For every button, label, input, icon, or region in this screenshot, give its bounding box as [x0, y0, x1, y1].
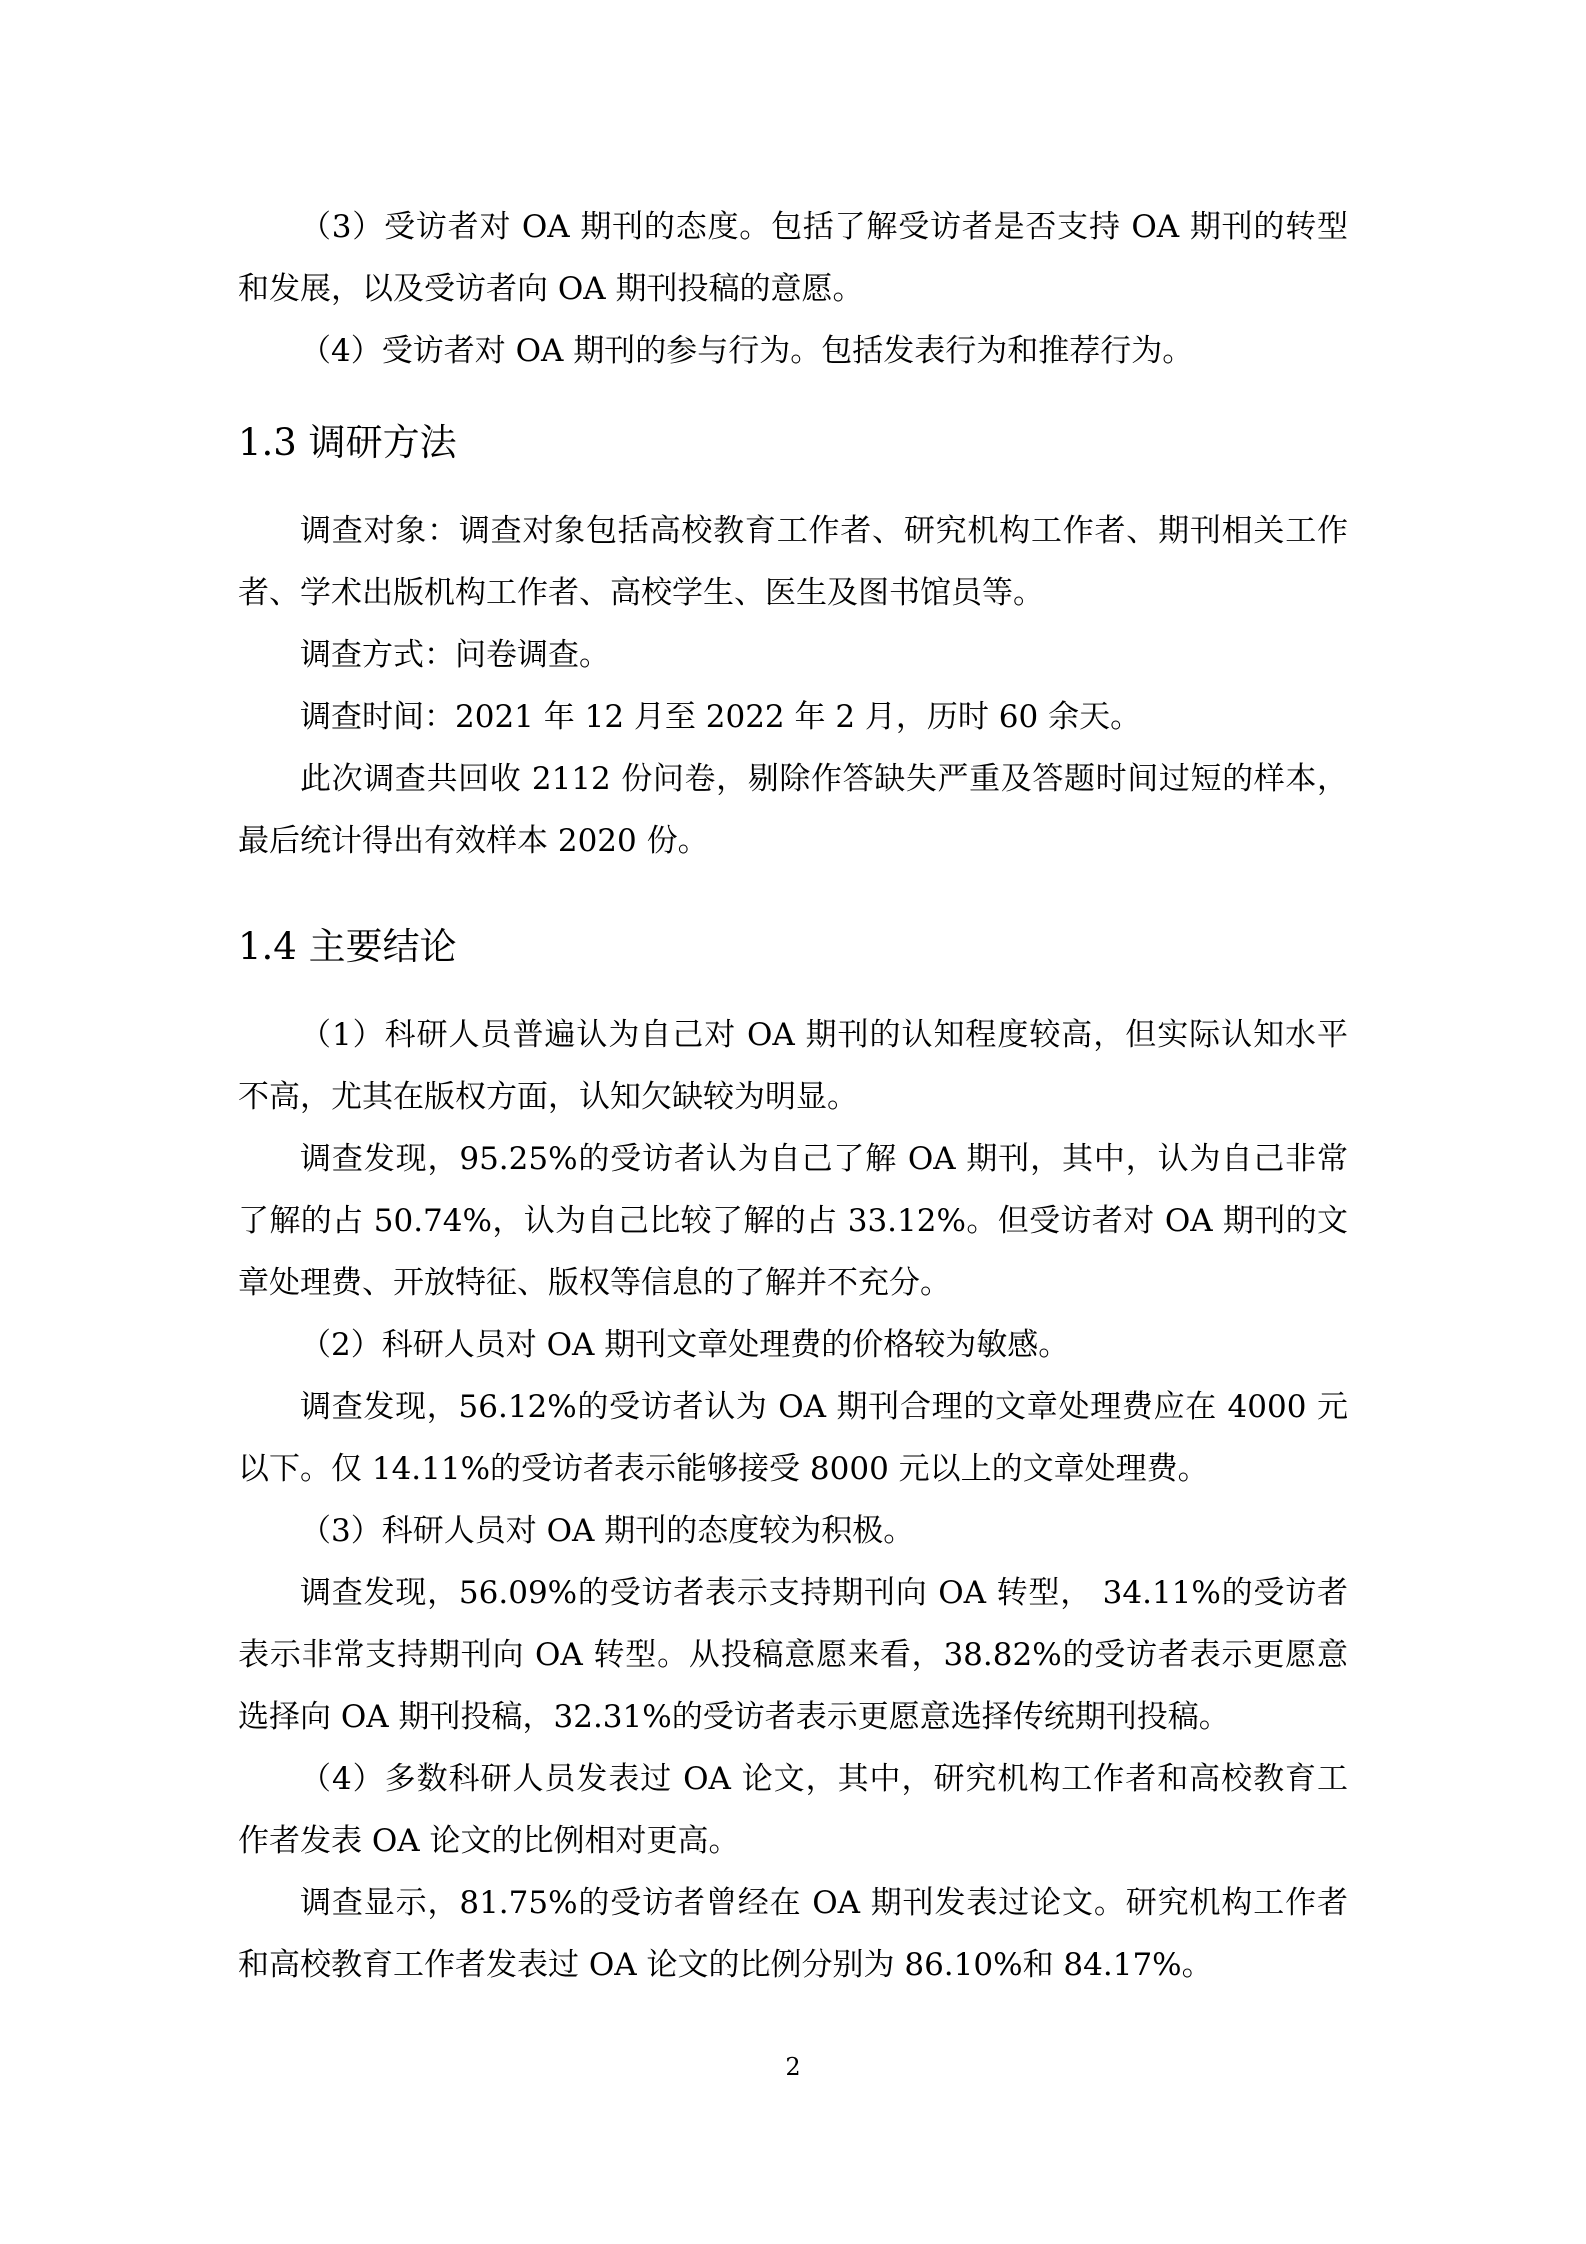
- conclusion-3-title: （3）科研人员对 OA 期刊的态度较为积极。: [300, 1513, 915, 1549]
- conclusion-4-detail: 调查显示，81.75%的受访者曾经在 OA 期刊发表过论文。研究机构工作者和高校教育工作者发表过 OA 论文的比例分别为 86.10%和 84.17%。: [238, 1885, 1348, 1983]
- conclusion-2-title: （2）科研人员对 OA 期刊文章处理费的价格较为敏感。: [300, 1327, 1070, 1363]
- document-page: [238, 196, 1348, 1996]
- page-number: 2: [785, 2053, 801, 2081]
- survey-subjects: 调查对象：调查对象包括高校教育工作者、研究机构工作者、期刊相关工作者、学术出版机构工作者、高校学生、医生及图书馆员等。: [238, 513, 1348, 611]
- survey-samples: 此次调查共回收 2112 份问卷，剔除作答缺失严重及答题时间过短的样本，最后统计得出有效样本 2020 份。: [238, 761, 1348, 859]
- intro-item-3: （3）受访者对 OA 期刊的态度。包括了解受访者是否支持 OA 期刊的转型和发展，以及受访者向 OA 期刊投稿的意愿。: [238, 209, 1348, 307]
- survey-method: 调查方式：问卷调查。: [300, 637, 610, 673]
- conclusion-3-detail: 调查发现，56.09%的受访者表示支持期刊向 OA 转型， 34.11%的受访者表示非常支持期刊向 OA 转型。从投稿意愿来看，38.82%的受访者表示更愿意选择向 OA 期刊投稿，32.31%的受访者表示更愿意选择传统期刊投稿。: [238, 1575, 1348, 1735]
- intro-item-4: （4）受访者对 OA 期刊的参与行为。包括发表行为和推荐行为。: [300, 333, 1194, 369]
- survey-time: 调查时间：2021 年 12 月至 2022 年 2 月，历时 60 余天。: [300, 699, 1142, 735]
- section-heading-1-3: 1.3 调研方法: [238, 421, 457, 464]
- conclusion-1-detail: 调查发现，95.25%的受访者认为自己了解 OA 期刊，其中，认为自己非常了解的占 50.74%，认为自己比较了解的占 33.12%。但受访者对 OA 期刊的文章处理费、开放特征、版权等信息的了解并不充分。: [238, 1141, 1348, 1301]
- conclusion-4-title: （4）多数科研人员发表过 OA 论文，其中，研究机构工作者和高校教育工作者发表 OA 论文的比例相对更高。: [238, 1761, 1348, 1859]
- section-heading-1-4: 1.4 主要结论: [238, 925, 457, 968]
- conclusion-1-title: （1）科研人员普遍认为自己对 OA 期刊的认知程度较高，但实际认知水平不高，尤其在版权方面，认知欠缺较为明显。: [238, 1017, 1348, 1115]
- conclusion-2-detail: 调查发现，56.12%的受访者认为 OA 期刊合理的文章处理费应在 4000 元以下。仅 14.11%的受访者表示能够接受 8000 元以上的文章处理费。: [238, 1389, 1348, 1487]
